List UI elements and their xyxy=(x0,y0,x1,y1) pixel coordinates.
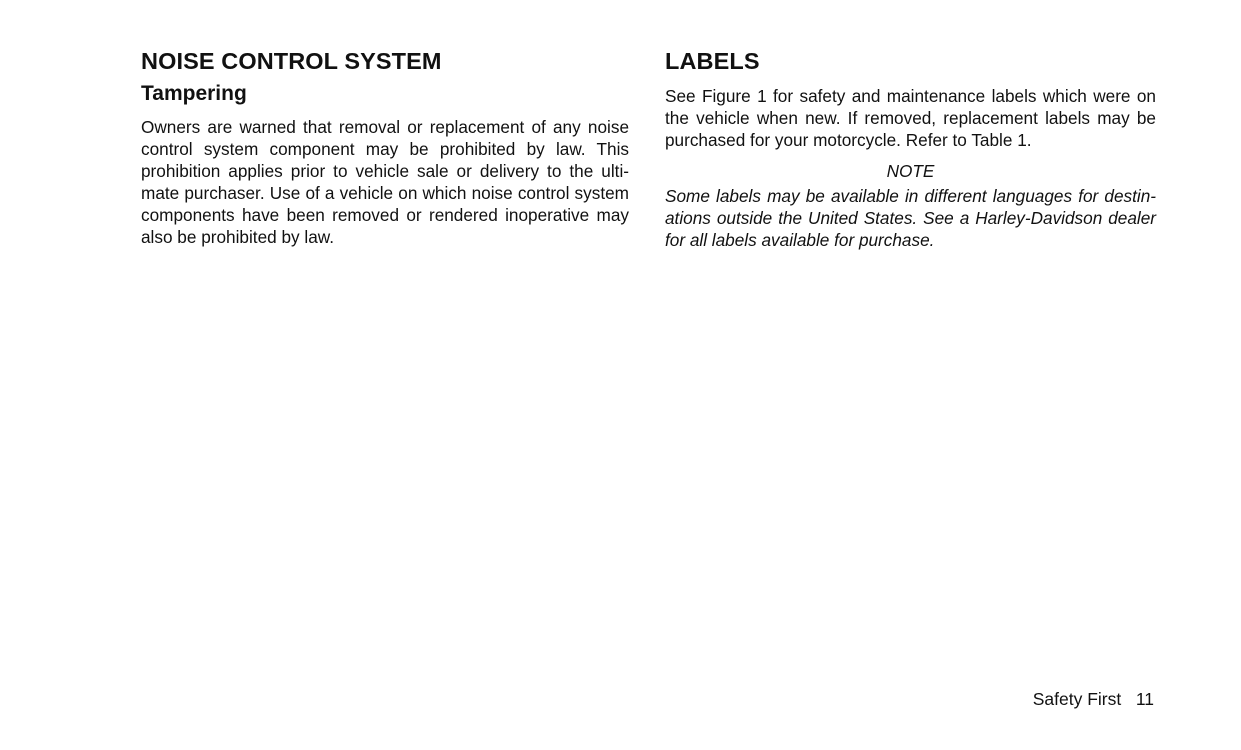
footer-section-name: Safety First xyxy=(1032,689,1122,709)
note-heading: NOTE xyxy=(886,161,935,181)
note-text: Some labels may be available in different languages for destinations outside the United States. See a Harley-Davidson dealer for all labels available for purchase. xyxy=(665,186,1156,250)
page-number: 11 xyxy=(1135,689,1154,709)
subsection-title-tampering: Tampering xyxy=(141,82,247,105)
section-title-noise-control: NOISE CONTROL SYSTEM xyxy=(141,48,442,74)
page-footer xyxy=(1033,688,1154,710)
tampering-paragraph: Owners are warned that removal or replacement of any noise control system component may be prohibited by law. This prohibition applies prior to vehicle sale or delivery to the ultimate purchaser. Use of a vehicle on which noise control system components have been removed or rendered inoperative may also be prohibited by law. xyxy=(141,117,629,247)
labels-column xyxy=(665,44,1156,251)
section-title-labels: LABELS xyxy=(665,48,760,74)
noise-control-column xyxy=(141,44,629,248)
labels-paragraph: See Figure 1 for safety and maintenance labels which were on the vehicle when new. If removed, replacement labels may be purchased for your motorcycle. Refer to Table 1. xyxy=(665,86,1156,150)
